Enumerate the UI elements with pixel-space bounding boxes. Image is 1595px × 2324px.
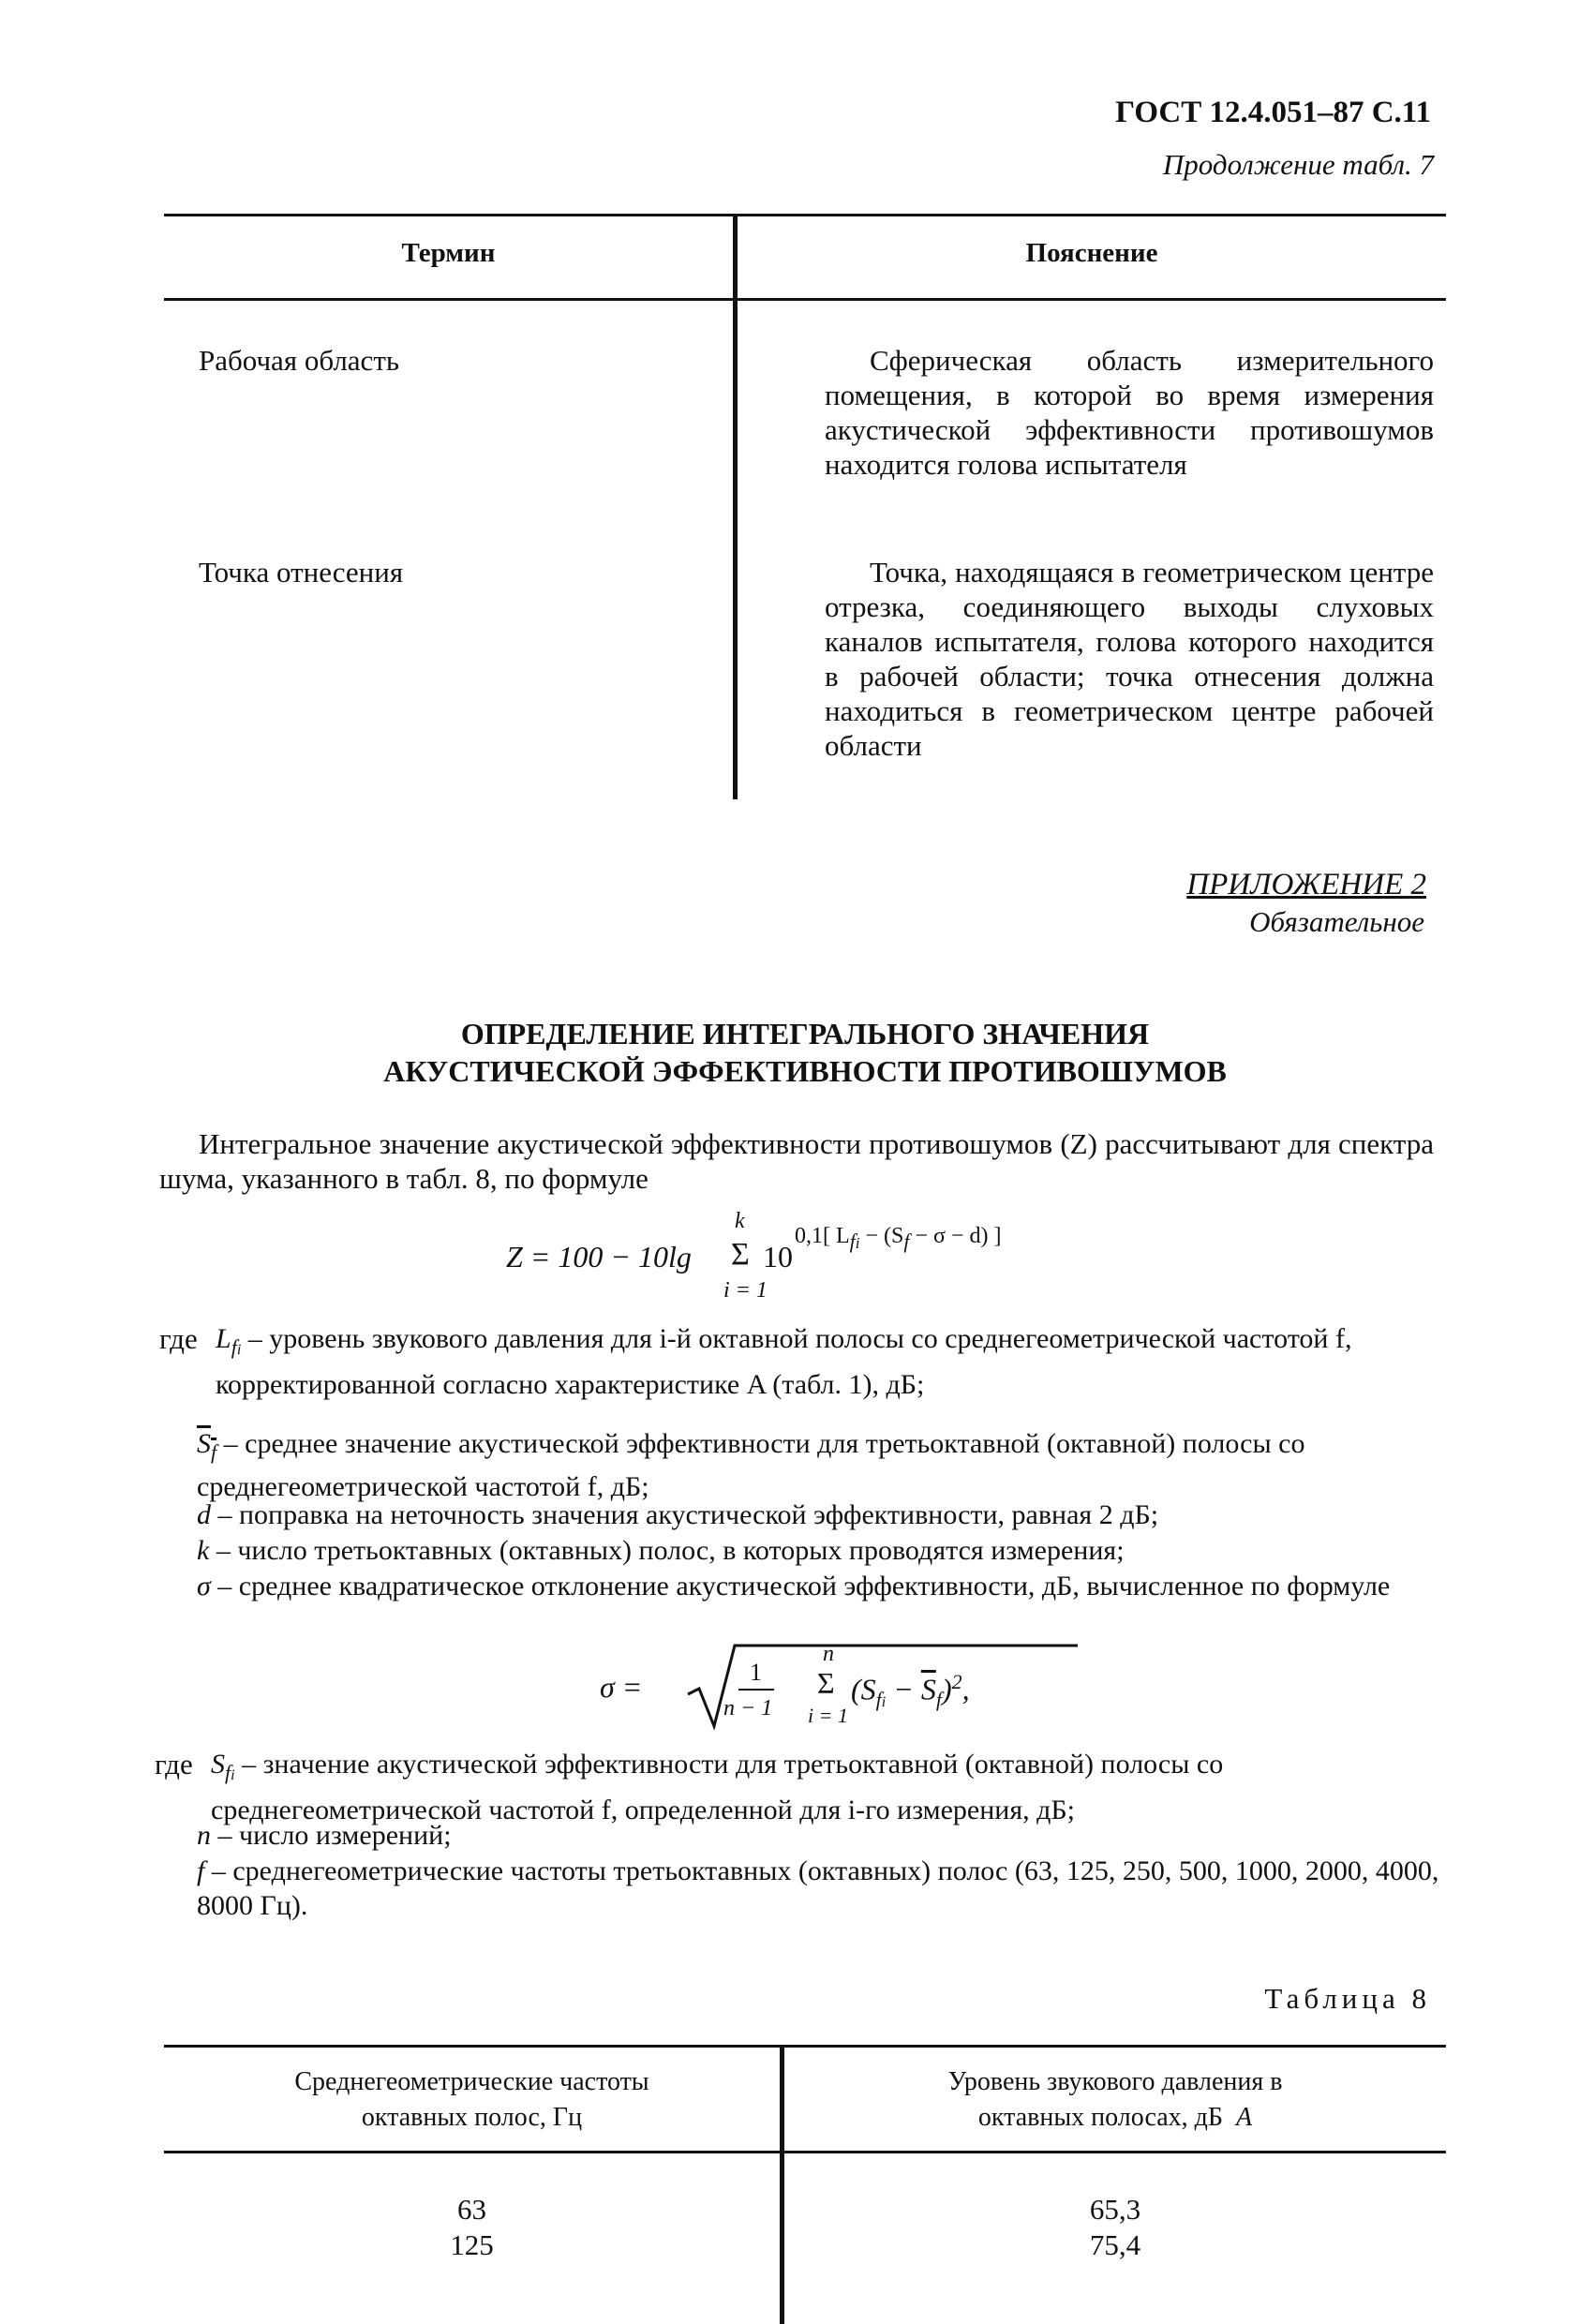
table8-header-col1-line2: октавных полос, Гц [361,2103,583,2132]
def-sf [197,1426,1443,1504]
formula-z-exp-sub2: i [855,1233,860,1252]
formula-sigma-frac-bar [738,1689,774,1691]
def-sfi-text: – значение акустической эффективности для третьоктавной (октавной) полосы со среднегеометрической частотой f, определенной для i-го измерения, дБ; [211,1749,1224,1825]
def-n [197,1818,1443,1853]
def-sfi-symbol: $S_{fi}$ [211,1749,235,1784]
table8-header-col1-line1: Среднегеометрические частоты [294,2067,649,2096]
formula-z-sum-lower: i = 1 [723,1278,768,1303]
formula-z-exponent [795,1224,1002,1254]
table7-row2-term: Точка отнесения [199,556,404,588]
table7-top-rule [164,214,1446,216]
table8-caption: Таблица 8 [1264,1982,1431,2015]
table7-header-term: Термин [401,238,496,268]
def-f-text: – среднегеометрические частоты третьоктавных (октавных) полос (63, 125, 250, 500, 1000, 2000, 4000, 8000 Гц). [197,1855,1439,1921]
formula-sigma-sum-upper: n [823,1642,834,1666]
table8-header-col1 [164,2064,780,2136]
def-lfi [216,1321,1443,1402]
table7-row2-explanation: Точка, находящаяся в геометрическом центре отрезка, соединяющего выходы слуховых каналов испытателя, голова которого находится в рабочей области; точка отнесения должна находиться в геометрическом центре рабочей области [825,556,1434,762]
def-lfi-symbol: $L_{fi}$ [216,1323,242,1359]
table8-header-col2-unit: A [1235,2103,1253,2132]
section-title-line2: АКУСТИЧЕСКОЙ ЭФФЕКТИВНОСТИ ПРОТИВОШУМОВ [383,1054,1227,1088]
def-k-symbol: k [197,1535,210,1566]
def-sf-text: – среднее значение акустической эффективности для третьоктавной (октавной) полосы со среднегеометрической частотой f, дБ; [197,1428,1305,1502]
table7-row1-term: Рабочая область [199,344,400,377]
def-d [197,1497,1443,1532]
def-k [197,1533,1443,1568]
formula-z-sum-upper: k [735,1209,745,1233]
table8-row1-freq: 63 [457,2193,486,2226]
def-sf-symbol: $S_f$ [197,1428,217,1464]
formula-sigma-frac-den: n − 1 [723,1696,773,1721]
section-title-line1: ОПРЕДЕЛЕНИЕ ИНТЕГРАЛЬНОГО ЗНАЧЕНИЯ [460,1017,1150,1050]
formula-z [506,1209,1218,1312]
formula-sigma-lhs: σ = [600,1670,643,1704]
appendix-status: Обязательное [1249,905,1424,938]
def-k-text: – число третьоктавных (октавных) полос, в которых проводятся измерения; [216,1535,1125,1566]
def-sigma-symbol: σ [197,1571,211,1601]
table7-header-rule [164,298,1446,301]
table8-header-col2-line1: Уровень звукового давления в [947,2067,1283,2096]
def-lfi-text: – уровень звукового давления для i-й октавной полосы со среднегеометрической частотой f, корректированной согласно характеристике A (табл. 1), дБ; [216,1323,1352,1400]
formula-sigma-power: 2 [951,1670,962,1693]
formula-sigma [600,1640,1087,1743]
table7-row1-explanation: Сферическая область измерительного помещения, в которой во время измерения акустической эффективности противошумов находится голова испытателя [825,344,1434,481]
formula-sigma-comma: , [961,1672,970,1706]
table8-row2-level: 75,4 [1089,2228,1141,2261]
formula-z-sum-sign: Σ [731,1237,750,1272]
table7-column-divider [733,214,738,799]
table8-header-col2-line2: октавных полосах, дБ A [977,2103,1253,2132]
definitions1-where: где [159,1322,198,1355]
formula-z-exp-rest: − (S [859,1224,904,1248]
formula-sigma-sum-sign: Σ [817,1666,835,1700]
formula-sigma-body-start: (S [851,1672,876,1706]
formula-z-lhs: Z = 100 − 10lg [506,1240,692,1274]
intro-paragraph: Интегральное значение акустической эффективности противошумов (Z) рассчитывают для спектра шума, указанного в табл. 8, по формуле [159,1127,1434,1195]
formula-sigma-body: $(S_{fi} - \overline{S}_f)^2$, [851,1670,970,1712]
doc-reference: ГОСТ 12.4.051–87 С.11 [1115,96,1431,129]
formula-sigma-sum-lower: i = 1 [808,1704,848,1727]
def-d-symbol: d [197,1499,211,1530]
def-f [197,1854,1443,1923]
definitions2-where: где [155,1748,193,1780]
def-sigma-text: – среднее квадратическое отклонение акустической эффективности, дБ, вычисленное по формуле [217,1571,1391,1601]
formula-z-exp-sf: f [903,1229,910,1253]
table8-row2-freq: 125 [450,2228,494,2261]
table8-header-rule [164,2151,1446,2153]
def-sfi [211,1747,1443,1827]
table7-header-explanation: Пояснение [1025,238,1158,268]
formula-sigma-frac-num: 1 [750,1659,762,1686]
formula-z-exp-sub: f [849,1229,856,1253]
def-n-text: – число измерений; [217,1820,452,1851]
def-d-text: – поправка на неточность значения акустической эффективности, равная 2 дБ; [217,1499,1159,1530]
def-n-symbol: n [197,1820,211,1851]
formula-z-exp-tail: − σ − d) ] [909,1224,1002,1248]
def-sigma [197,1569,1443,1603]
table8-header-col2 [784,2064,1446,2136]
appendix-label: ПРИЛОЖЕНИЕ 2 [1186,868,1426,901]
formula-z-exp-start: 0,1[ L [795,1224,850,1248]
def-f-symbol: f [197,1855,205,1886]
table8-row1-level: 65,3 [1089,2193,1141,2226]
table-continuation-note: Продолжение табл. 7 [1162,148,1434,181]
table8-top-rule [164,2045,1446,2048]
formula-z-power-base: 10 [763,1240,793,1274]
formula-sigma-body-tail: ) [941,1672,952,1706]
